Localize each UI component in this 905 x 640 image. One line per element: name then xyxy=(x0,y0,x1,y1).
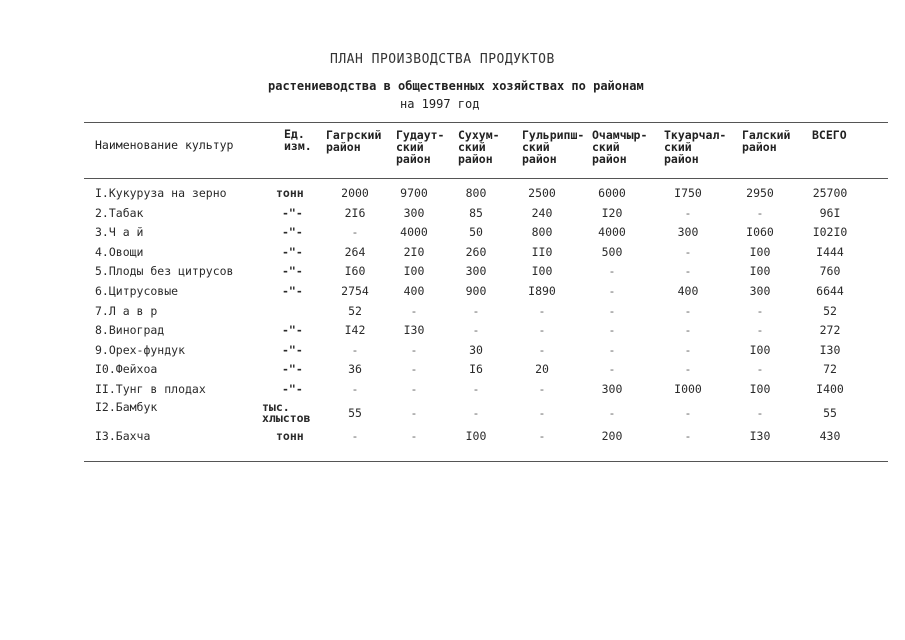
row-name: I2.Бамбук xyxy=(95,399,158,414)
table-cell: I30 xyxy=(819,342,841,357)
row-name: I3.Бахча xyxy=(95,429,151,444)
table-cell: - xyxy=(608,362,616,377)
header-col-1: Гагрский район xyxy=(326,128,382,154)
table-cell: 800 xyxy=(531,225,553,240)
header-unit: Ед. изм. xyxy=(284,127,312,153)
table-cell: - xyxy=(538,342,546,357)
table-bottom-rule xyxy=(84,461,888,462)
table-cell: 800 xyxy=(465,186,487,200)
table-cell: 72 xyxy=(823,362,837,377)
table-cell: - xyxy=(538,405,546,420)
table-cell: - xyxy=(684,362,692,377)
table-cell: - xyxy=(351,225,359,240)
table-cell: 4000 xyxy=(598,225,626,240)
table-cell: - xyxy=(756,205,764,220)
table-cell: - xyxy=(351,429,359,444)
table-cell: - xyxy=(756,362,764,377)
table-cell: 36 xyxy=(348,362,362,377)
table-cell: I20 xyxy=(601,205,623,220)
table-cell: - xyxy=(410,405,418,420)
table-cell: - xyxy=(410,342,418,357)
table-cell: 900 xyxy=(465,284,487,298)
table-cell: I400 xyxy=(816,382,844,396)
row-name: I.Кукуруза на зерно xyxy=(95,186,227,200)
table-cell: - xyxy=(351,382,359,396)
table-cell: 760 xyxy=(819,264,841,279)
table-cell: - xyxy=(538,303,546,318)
table-cell: I00 xyxy=(749,244,771,259)
table-cell: - xyxy=(608,284,616,298)
table-cell: 6644 xyxy=(816,284,844,298)
table-cell: 30 xyxy=(469,342,483,357)
table-cell: I444 xyxy=(816,244,844,259)
table-cell: 264 xyxy=(344,244,366,259)
table-cell: - xyxy=(608,303,616,318)
table-cell: - xyxy=(756,405,764,420)
row-unit: -"- xyxy=(282,323,303,338)
table-cell: I000 xyxy=(674,382,702,396)
table-cell: I890 xyxy=(528,284,556,298)
table-cell: 300 xyxy=(465,264,487,279)
table-cell: - xyxy=(684,244,692,259)
table-cell: - xyxy=(608,342,616,357)
table-cell: - xyxy=(351,342,359,357)
header-col-2: Гудаут- ский район xyxy=(396,128,445,166)
table-cell: I00 xyxy=(403,264,425,279)
table-cell: 272 xyxy=(819,323,841,338)
table-cell: 96I xyxy=(819,205,841,220)
table-cell: 2950 xyxy=(746,186,774,200)
table-cell: - xyxy=(538,323,546,338)
document-year: на 1997 год xyxy=(400,97,480,111)
table-cell: 9700 xyxy=(400,186,428,200)
row-name: I0.Фейхоа xyxy=(95,362,158,377)
table-cell: I30 xyxy=(403,323,425,338)
table-cell: I00 xyxy=(749,382,771,396)
row-unit: -"- xyxy=(282,205,303,220)
header-col-4: Гульрипш- ский район xyxy=(522,128,585,166)
table-cell: I30 xyxy=(749,429,771,444)
table-cell: - xyxy=(684,405,692,420)
table-cell: 260 xyxy=(465,244,487,259)
table-cell: II0 xyxy=(531,244,553,259)
row-unit: тонн xyxy=(276,186,304,200)
table-cell: 2I0 xyxy=(403,244,425,259)
table-top-rule xyxy=(84,122,888,123)
header-col-7: Галский район xyxy=(742,128,791,154)
header-col-3: Сухум- ский район xyxy=(458,128,500,166)
row-name: 6.Цитрусовые xyxy=(95,284,179,298)
table-cell: 400 xyxy=(677,284,699,298)
document-subtitle: растениеводства в общественных хозяйствах по районам xyxy=(268,79,644,93)
table-cell: - xyxy=(684,205,692,220)
row-unit: тонн xyxy=(276,429,304,444)
table-cell: I00 xyxy=(749,264,771,279)
table-cell: - xyxy=(472,303,480,318)
table-cell: 240 xyxy=(531,205,553,220)
table-cell: - xyxy=(684,429,692,444)
table-cell: 300 xyxy=(749,284,771,298)
table-cell: - xyxy=(472,323,480,338)
row-unit: -"- xyxy=(282,264,303,279)
document-title: ПЛАН ПРОИЗВОДСТВА ПРОДУКТОВ xyxy=(330,52,555,67)
table-cell: 50 xyxy=(469,225,483,240)
table-cell: 300 xyxy=(677,225,699,240)
table-cell: - xyxy=(472,405,480,420)
table-cell: 85 xyxy=(469,205,483,220)
table-header-rule xyxy=(84,178,888,179)
table-cell: - xyxy=(756,323,764,338)
row-unit: тыс. хлыстов xyxy=(262,399,311,425)
table-cell: 52 xyxy=(348,303,362,318)
table-cell: I60 xyxy=(344,264,366,279)
header-name: Наименование культур xyxy=(95,138,234,152)
table-cell: 25700 xyxy=(812,186,848,200)
table-cell: 2I6 xyxy=(344,205,366,220)
table-cell: - xyxy=(538,429,546,444)
row-unit: -"- xyxy=(282,362,303,377)
table-cell: I02I0 xyxy=(812,225,848,240)
table-cell: - xyxy=(756,303,764,318)
table-cell: - xyxy=(410,362,418,377)
table-cell: - xyxy=(684,303,692,318)
table-cell: 200 xyxy=(601,429,623,444)
table-cell: - xyxy=(410,303,418,318)
table-cell: I6 xyxy=(469,362,483,377)
table-cell: I750 xyxy=(674,186,702,200)
table-cell: - xyxy=(472,382,480,396)
table-cell: - xyxy=(608,264,616,279)
header-col-8: ВСЕГО xyxy=(812,128,847,142)
table-cell: 430 xyxy=(819,429,841,444)
table-cell: 300 xyxy=(601,382,623,396)
table-cell: 2000 xyxy=(341,186,369,200)
table-cell: 400 xyxy=(403,284,425,298)
table-cell: 4000 xyxy=(400,225,428,240)
row-name: 7.Л а в р xyxy=(95,303,158,318)
table-cell: - xyxy=(608,323,616,338)
table-cell: 52 xyxy=(823,303,837,318)
row-unit: -"- xyxy=(282,244,303,259)
row-unit: -"- xyxy=(282,382,303,396)
table-cell: 6000 xyxy=(598,186,626,200)
row-name: II.Тунг в плодах xyxy=(95,382,206,396)
table-cell: - xyxy=(608,405,616,420)
table-cell: - xyxy=(538,382,546,396)
table-cell: I060 xyxy=(746,225,774,240)
table-cell: - xyxy=(684,342,692,357)
table-cell: I00 xyxy=(749,342,771,357)
row-unit: -"- xyxy=(282,225,303,240)
row-name: 5.Плоды без цитрусов xyxy=(95,264,234,279)
header-col-5: Очамчыр- ский район xyxy=(592,128,648,166)
row-name: 9.Орех-фундук xyxy=(95,342,186,357)
table-cell: 55 xyxy=(348,405,362,420)
table-cell: 2500 xyxy=(528,186,556,200)
table-cell: 300 xyxy=(403,205,425,220)
table-cell: 20 xyxy=(535,362,549,377)
table-cell: 500 xyxy=(601,244,623,259)
table-cell: I42 xyxy=(344,323,366,338)
table-cell: I00 xyxy=(531,264,553,279)
row-name: 3.Ч а й xyxy=(95,225,144,240)
table-cell: - xyxy=(410,429,418,444)
row-name: 8.Виноград xyxy=(95,323,165,338)
table-cell: - xyxy=(684,323,692,338)
table-cell: 55 xyxy=(823,405,837,420)
row-name: 4.Овощи xyxy=(95,244,144,259)
row-unit: -"- xyxy=(282,284,303,298)
table-cell: - xyxy=(684,264,692,279)
table-cell: - xyxy=(410,382,418,396)
table-cell: I00 xyxy=(465,429,487,444)
row-name: 2.Табак xyxy=(95,205,144,220)
table-cell: 2754 xyxy=(341,284,369,298)
row-unit: -"- xyxy=(282,342,303,357)
header-col-6: Ткуарчал- ский район xyxy=(664,128,727,166)
